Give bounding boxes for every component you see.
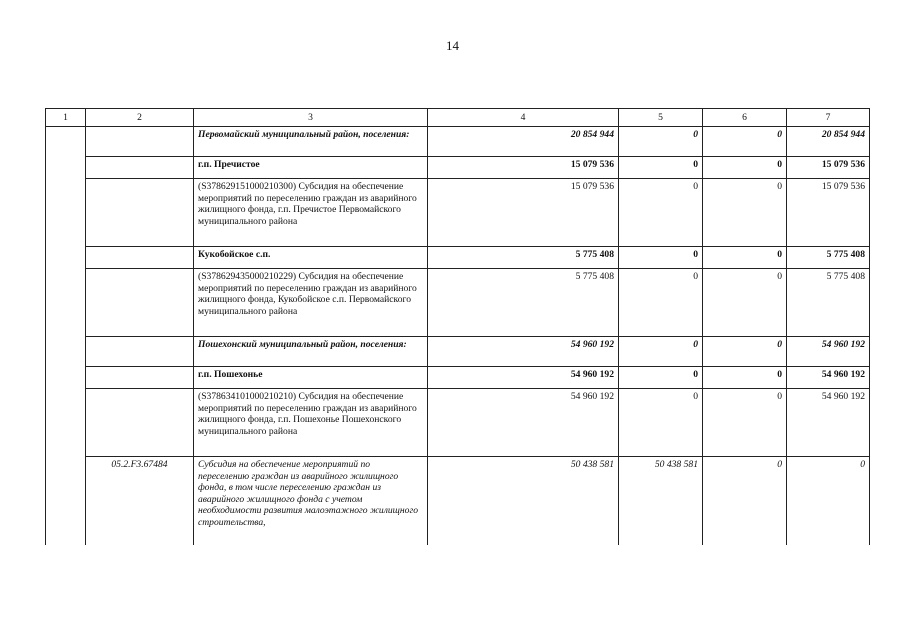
column-number: 4	[428, 109, 619, 127]
value-cell-col7: 5 775 408	[787, 269, 870, 337]
value-cell-col4: 20 854 944	[428, 127, 619, 157]
table-row	[46, 127, 870, 157]
code-cell	[86, 247, 194, 269]
value-cell-col4: 50 438 581	[428, 457, 619, 545]
table-row	[46, 179, 870, 247]
table-row	[46, 157, 870, 179]
table-row	[46, 247, 870, 269]
value-cell-col7: 54 960 192	[787, 367, 870, 389]
value-cell-col5: 0	[619, 269, 703, 337]
value-cell-col5: 0	[619, 337, 703, 367]
value-cell-col7: 15 079 536	[787, 157, 870, 179]
value-cell-col6: 0	[703, 179, 787, 247]
value-cell-col5: 0	[619, 127, 703, 157]
table-row	[46, 389, 870, 457]
value-cell-col6: 0	[703, 457, 787, 545]
value-cell-col7: 20 854 944	[787, 127, 870, 157]
name-cell: (S378629151000210300) Субсидия на обеспечение мероприятий по переселению граждан из аварийного жилищного фонда, г.п. Пречистое Первомайского муниципального района	[194, 179, 428, 247]
value-cell-col4: 54 960 192	[428, 337, 619, 367]
value-cell-col7: 54 960 192	[787, 337, 870, 367]
value-cell-col6: 0	[703, 127, 787, 157]
name-cell: г.п. Пречистое	[194, 157, 428, 179]
budget-table	[45, 108, 870, 545]
value-cell-col4: 54 960 192	[428, 389, 619, 457]
table-row	[46, 367, 870, 389]
name-cell: (S378629435000210229) Субсидия на обеспечение мероприятий по переселению граждан из аварийного жилищного фонда, Кукобойское с.п. Первомайского муниципального района	[194, 269, 428, 337]
value-cell-col6: 0	[703, 157, 787, 179]
value-cell-col7: 15 079 536	[787, 179, 870, 247]
value-cell-col5: 0	[619, 157, 703, 179]
column-number: 6	[703, 109, 787, 127]
column-number: 7	[787, 109, 870, 127]
table-row	[46, 457, 870, 545]
table-body	[46, 127, 870, 545]
column-number: 2	[86, 109, 194, 127]
column-number-row	[46, 109, 870, 127]
value-cell-col6: 0	[703, 389, 787, 457]
code-cell: 05.2.F3.67484	[86, 457, 194, 545]
code-cell	[86, 337, 194, 367]
value-cell-col6: 0	[703, 337, 787, 367]
code-cell	[86, 127, 194, 157]
column-1-cell	[46, 127, 86, 545]
value-cell-col5: 50 438 581	[619, 457, 703, 545]
table-row	[46, 269, 870, 337]
value-cell-col7: 0	[787, 457, 870, 545]
name-cell: Субсидия на обеспечение мероприятий по переселению граждан из аварийного жилищного фонда, в том числе переселению граждан из аварийного жилищного фонда с учетом необходимости развития малоэтажного жилищного строительства,	[194, 457, 428, 545]
name-cell: Первомайский муниципальный район, поселения:	[194, 127, 428, 157]
value-cell-col5: 0	[619, 179, 703, 247]
value-cell-col5: 0	[619, 247, 703, 269]
code-cell	[86, 179, 194, 247]
code-cell	[86, 367, 194, 389]
value-cell-col4: 15 079 536	[428, 179, 619, 247]
value-cell-col4: 5 775 408	[428, 269, 619, 337]
column-number: 1	[46, 109, 86, 127]
value-cell-col7: 5 775 408	[787, 247, 870, 269]
value-cell-col6: 0	[703, 367, 787, 389]
table-row	[46, 337, 870, 367]
name-cell: Кукобойское с.п.	[194, 247, 428, 269]
column-number: 5	[619, 109, 703, 127]
value-cell-col6: 0	[703, 247, 787, 269]
value-cell-col4: 5 775 408	[428, 247, 619, 269]
value-cell-col4: 54 960 192	[428, 367, 619, 389]
value-cell-col5: 0	[619, 367, 703, 389]
value-cell-col4: 15 079 536	[428, 157, 619, 179]
name-cell: Пошехонский муниципальный район, поселения:	[194, 337, 428, 367]
code-cell	[86, 157, 194, 179]
name-cell: г.п. Пошехонье	[194, 367, 428, 389]
code-cell	[86, 389, 194, 457]
name-cell: (S378634101000210210) Субсидия на обеспечение мероприятий по переселению граждан из аварийного жилищного фонда, г.п. Пошехонье Пошехонского муниципального района	[194, 389, 428, 457]
column-number: 3	[194, 109, 428, 127]
value-cell-col7: 54 960 192	[787, 389, 870, 457]
value-cell-col6: 0	[703, 269, 787, 337]
code-cell	[86, 269, 194, 337]
page-number: 14	[446, 38, 459, 53]
value-cell-col5: 0	[619, 389, 703, 457]
